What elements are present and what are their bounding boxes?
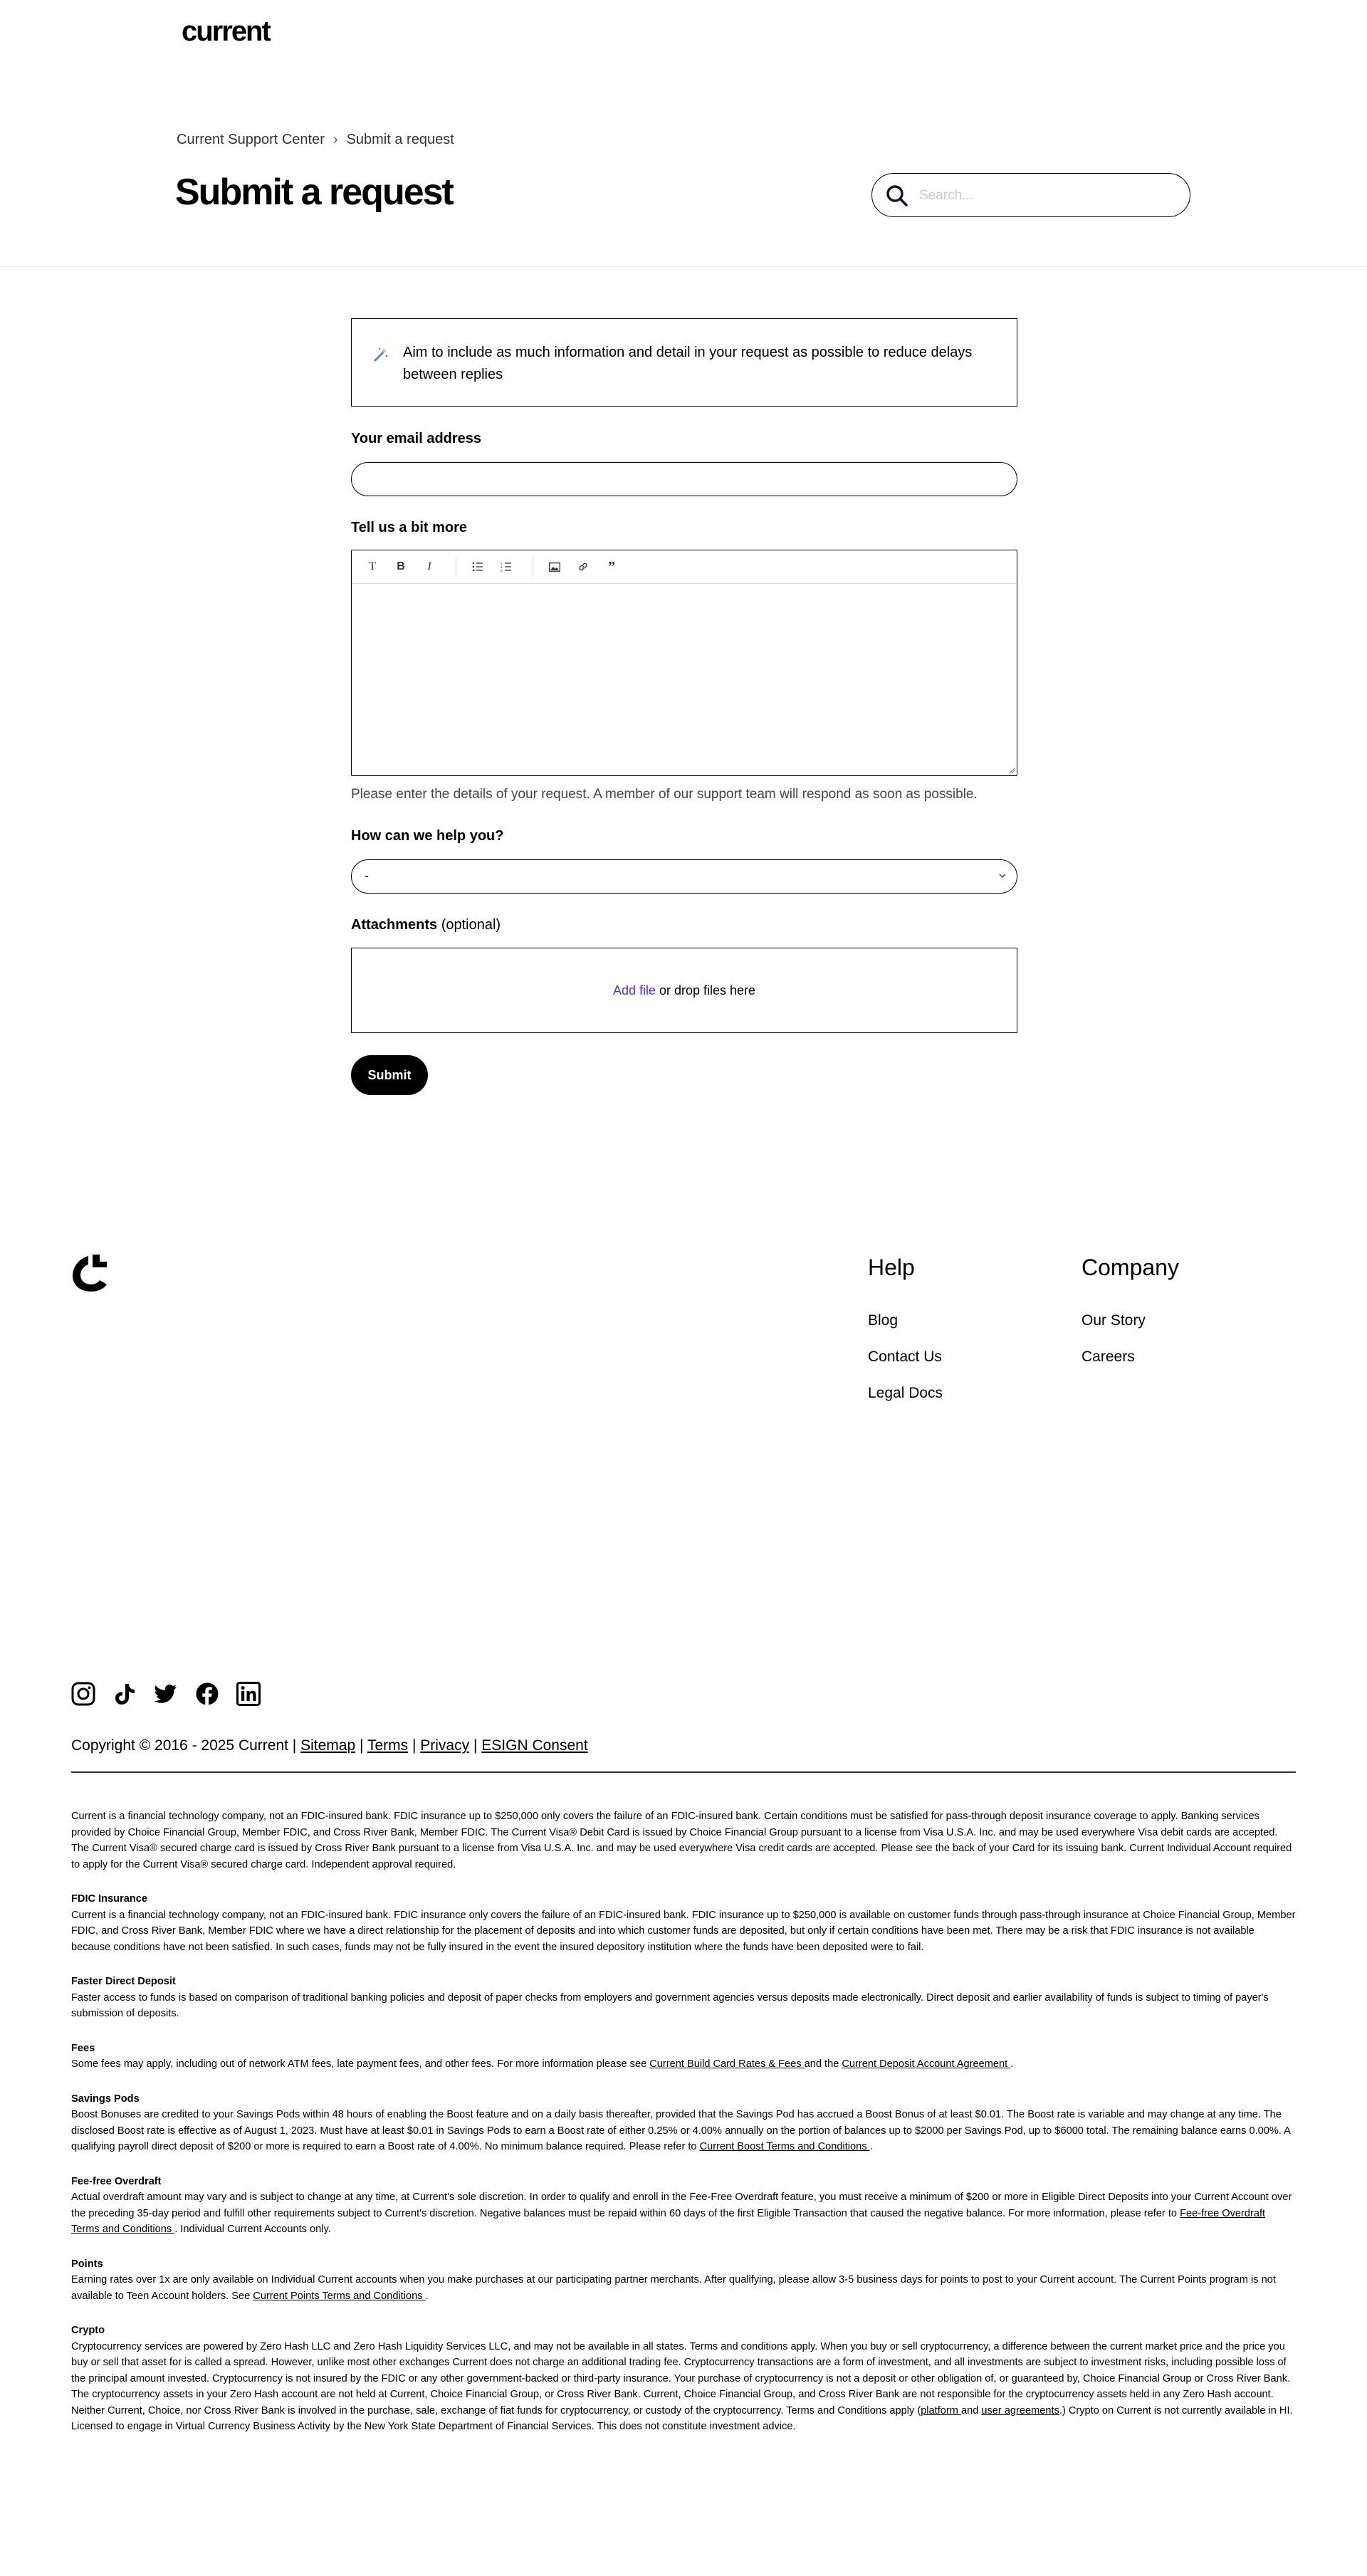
- svg-text:1: 1: [501, 562, 503, 565]
- linkedin-icon[interactable]: [236, 1682, 261, 1706]
- breadcrumb: [177, 132, 454, 148]
- submit-button[interactable]: Submit: [351, 1055, 428, 1095]
- image-icon[interactable]: [547, 559, 562, 575]
- bulleted-list-icon[interactable]: [470, 559, 486, 575]
- esign-consent-link[interactable]: ESIGN Consent: [481, 1737, 588, 1754]
- disclosure-text-fees-end: .: [1010, 2058, 1014, 2070]
- disclosure-title-overdraft: Fee-free Overdraft: [71, 2175, 162, 2187]
- breadcrumb-separator: ›: [332, 132, 338, 147]
- overdraft-terms-link[interactable]: Fee-free Overdraft Terms and Conditions: [71, 2207, 1266, 2235]
- points-terms-link[interactable]: Current Points Terms and Conditions: [253, 2290, 426, 2302]
- search-box[interactable]: [871, 173, 1190, 217]
- text-format-icon[interactable]: T: [369, 560, 376, 572]
- disclosure-text-crypto-mid: and: [960, 2404, 982, 2417]
- footer-divider: [71, 1771, 1296, 1773]
- disclosure-crypto: [71, 2339, 1296, 2435]
- current-mark-logo[interactable]: [71, 1253, 108, 1293]
- disclosure-text-crypto-end: .) Crypto on Current is not currently available in HI. Licensed to engage in Virtual Currency Business Activity by the New York State Department of Financial Services. This does not constitute investment advice.: [71, 2404, 1293, 2432]
- user-agreements-link[interactable]: user agreements: [981, 2404, 1059, 2417]
- rates-fees-link[interactable]: Current Build Card Rates & Fees: [649, 2058, 805, 2070]
- breadcrumb-home-link[interactable]: Current Support Center: [177, 132, 325, 147]
- italic-icon[interactable]: I: [427, 560, 431, 572]
- magic-wand-icon: [373, 347, 389, 362]
- email-label: Your email address: [351, 431, 482, 446]
- link-icon[interactable]: [575, 559, 591, 575]
- svg-text:2: 2: [501, 565, 503, 569]
- disclosure-savings-pods: [71, 2107, 1296, 2155]
- header-divider: [0, 266, 1367, 267]
- attachment-dropzone[interactable]: [351, 948, 1017, 1033]
- disclosure-text-savings-pods: Boost Bonuses are credited to your Savings Pods within 48 hours of enabling the Boost feature and on a daily basis thereafter, provided that the Savings Pod has accrued a Boost Bonus of at least $0.01. The Boost rate is variable and may change at any time. The disclosed Boost rate is effective as of August 1, 2023. Must have at least $0.01 in Savings Pods to earn a Boost rate of either 0.25% or 4.00% annually on the portion of balances up to $2000 per Savings Pod, up to $6000 total. The remaining balance earns 0.00%. A qualifying payroll direct deposit of $200 or more is required to earn a Boost rate of 4.00%. No minimum balance required. Please refer to: [71, 2109, 1291, 2152]
- editor-toolbar: [352, 550, 1017, 584]
- footer-link-our-story[interactable]: Our Story: [1081, 1312, 1146, 1329]
- disclosure-text-crypto: Cryptocurrency services are powered by Zero Hash LLC and Zero Hash Liquidity Services LLC, and may not be available in all states. Terms and conditions apply. When you buy or sell cryptocurrency, a difference between the current market price and the price you buy or sell that asset for is called a spread. However, unlike most other exchanges Current does not charge an additional trading fee. Cryptocurrency transactions are a form of investment, and all investments are subject to investment risks, including possible loss of the principal amount invested. Cryptocurrency is not insured by the FDIC or any other government-backed or third-party insurance. Your purchase of cryptocurrency is not a deposit or other obligation of, or guaranteed by, Choice Financial Group or Cross River Bank. The cryptocurrency assets in your Zero Hash account are not held at Current, Choice Financial Group, or Cross River Bank. Current, Choice Financial Group, and Cross River Bank are not responsible for the cryptocurrency assets held in any Zero Hash account. Neither Current, Choice, nor Cross River Bank is involved in the purchase, sale, exchange of fiat funds for cryptocurrency, or custody of the cryptocurrency. Terms and Conditions apply (: [71, 2340, 1291, 2417]
- disclosure-title-fees: Fees: [71, 2042, 95, 2054]
- social-links: [71, 1682, 261, 1706]
- deposit-agreement-link[interactable]: Current Deposit Account Agreement: [842, 2058, 1011, 2070]
- email-field[interactable]: [351, 462, 1017, 496]
- disclosure-overdraft: [71, 2189, 1296, 2238]
- disclosure-text-points-end: .: [425, 2290, 429, 2302]
- disclosure-text-fees-mid: and the: [804, 2058, 842, 2070]
- disclosure-points: [71, 2272, 1296, 2304]
- disclosure-title-savings-pods: Savings Pods: [71, 2093, 140, 2105]
- page-title: Submit a request: [175, 172, 453, 213]
- footer-help-title: Help: [868, 1255, 915, 1280]
- resize-handle-icon[interactable]: [1008, 767, 1015, 774]
- footer-link-careers[interactable]: Careers: [1081, 1349, 1135, 1365]
- footer-link-contact-us[interactable]: Contact Us: [868, 1349, 942, 1365]
- boost-terms-link[interactable]: Current Boost Terms and Conditions: [699, 2141, 870, 2152]
- disclosure-text-fdic: Current is a financial technology company, not an FDIC-insured bank. FDIC insurance only covers the failure of an FDIC-insured bank. FDIC insurance up to $250,000 is available on customer funds through pass-through insurance at Choice Financial Group, Member FDIC, and Cross River Bank, Member FDIC where we have a direct relationship for the placement of deposits and into which customer funds are deposited, but only if certain conditions have been met. There may be a risk that FDIC insurance is not available because conditions have not been satisfied. In such cases, funds may not be fully insured in the event the insured depository institution where the funds have been deposited were to fail.: [71, 1909, 1296, 1953]
- svg-text:3: 3: [501, 569, 503, 572]
- footer-link-legal-docs[interactable]: Legal Docs: [868, 1385, 943, 1401]
- legal-separator: |: [473, 1737, 478, 1754]
- help-topic-select[interactable]: [351, 859, 1017, 894]
- description-hint: Please enter the details of your request. A member of our support team will respond as soon as possible.: [351, 787, 978, 802]
- twitter-icon[interactable]: [154, 1682, 178, 1706]
- description-label: Tell us a bit more: [351, 520, 467, 535]
- tiktok-icon[interactable]: [112, 1682, 137, 1706]
- info-notice: [351, 318, 1017, 407]
- disclosure-intro: Current is a financial technology company, not an FDIC-insured bank. FDIC insurance up to $250,000 only covers the failure of an FDIC-insured bank. Certain conditions must be satisfied for pass-through deposit insurance coverage to apply. Banking services provided by Choice Financial Group, Member FDIC, and Cross River Bank, Member FDIC. The Current Visa® Debit Card is issued by Choice Financial Group pursuant to a license from Visa U.S.A. Inc. and may be used everywhere Visa debit cards are accepted. The Current Visa® secured charge card is issued by Cross River Bank pursuant to a license from Visa U.S.A. Inc. and may be used everywhere Visa credit cards are accepted. Please see the back of your Card for its issuing bank. Current Individual Account required to apply for the Current Visa® secured charge card. Independent approval required.: [71, 1811, 1292, 1870]
- help-topic-label: How can we help you?: [351, 828, 504, 844]
- current-logo[interactable]: current: [182, 16, 270, 47]
- attachments-label: [351, 917, 501, 933]
- footer-company-title: Company: [1081, 1255, 1179, 1280]
- disclosure-text-overdraft: Actual overdraft amount may vary and is subject to change at any time, at Current's sole discretion. In order to qualify and enroll in the Fee-Free Overdraft feature, you must receive a minimum of $200 or more in Eligible Direct Deposits into your Current Account over the preceding 35-day period and fulfill other requirements subject to Current's discretion. Negative balances must be repaid within 60 days of the first Eligible Transaction that caused the negative balance. For more information, please refer to: [71, 2192, 1292, 2219]
- legal-separator: |: [412, 1737, 417, 1754]
- privacy-link[interactable]: Privacy: [420, 1737, 470, 1754]
- add-file-link[interactable]: Add file: [612, 983, 656, 998]
- notice-text: Aim to include as much information and detail in your request as possible to reduce delays between replies: [403, 345, 973, 382]
- disclosure-title-fdic: FDIC Insurance: [71, 1893, 148, 1905]
- numbered-list-icon[interactable]: [498, 559, 514, 575]
- bold-icon[interactable]: B: [397, 560, 405, 572]
- chevron-down-icon: [998, 871, 1007, 880]
- copyright-text: Copyright © 2016 - 2025 Current |: [71, 1737, 297, 1754]
- attachments-optional: (optional): [441, 917, 501, 933]
- breadcrumb-current: Submit a request: [346, 132, 454, 147]
- facebook-icon[interactable]: [195, 1682, 219, 1706]
- legal-separator: |: [360, 1737, 364, 1754]
- disclosure-text-fees: Some fees may apply, including out of network ATM fees, late payment fees, and other fees. For more information please see: [71, 2058, 650, 2070]
- search-input[interactable]: [918, 184, 1177, 208]
- instagram-icon[interactable]: [71, 1682, 95, 1706]
- help-topic-value: -: [365, 869, 369, 883]
- disclosure-title-crypto: Crypto: [71, 2325, 105, 2336]
- disclosure-text-points: Earning rates over 1x are only available on Individual Current accounts when you make purchases at our participating partner merchants. After qualifying, please allow 3-5 business days for points to post to your Current account. The Current Points program is not available to Teen Account holders. See: [71, 2274, 1276, 2302]
- search-icon[interactable]: [885, 184, 909, 208]
- platform-agreement-link[interactable]: platform: [921, 2404, 961, 2417]
- disclosure-title-direct-deposit: Faster Direct Deposit: [71, 1976, 176, 1987]
- disclosure-title-points: Points: [71, 2258, 103, 2270]
- sitemap-link[interactable]: Sitemap: [300, 1737, 356, 1754]
- attachments-title: Attachments: [351, 917, 438, 933]
- disclosure-text-pods-end: .: [869, 2141, 873, 2152]
- footer-link-blog[interactable]: Blog: [868, 1312, 899, 1329]
- disclosure-text-direct-deposit: Faster access to funds is based on comparison of traditional banking policies and deposit of paper checks from employers and government agencies versus deposits made electronically. Direct deposit and earlier availability of funds is subject to timing of payer's submission of deposits.: [71, 1991, 1269, 2019]
- disclosure-fees: [71, 2056, 1296, 2073]
- copyright-line: [71, 1737, 588, 1754]
- quote-icon[interactable]: ”: [608, 558, 615, 575]
- disclosure-text-overdraft-end: . Individual Current Accounts only.: [174, 2224, 331, 2235]
- terms-link[interactable]: Terms: [367, 1737, 409, 1754]
- legal-disclosures: [71, 1808, 1296, 2454]
- description-editor[interactable]: [351, 550, 1017, 776]
- drop-files-text: or drop files here: [655, 983, 756, 998]
